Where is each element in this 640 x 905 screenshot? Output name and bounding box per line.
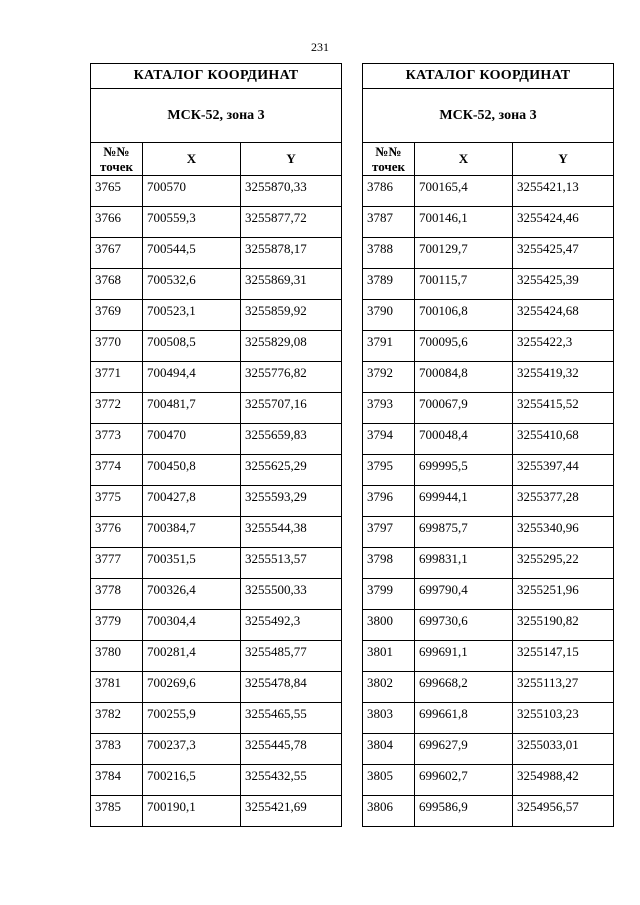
point-number-cell: 3794 [363,424,415,455]
y-coordinate-cell: 3255397,44 [513,455,614,486]
y-coordinate-cell: 3255113,27 [513,672,614,703]
table-row [91,176,342,207]
x-coordinate-cell: 699661,8 [415,703,513,734]
point-number-cell: 3800 [363,610,415,641]
x-coordinate-cell: 699730,6 [415,610,513,641]
table-header-row [363,143,614,176]
x-coordinate-cell: 700084,8 [415,362,513,393]
x-coordinate-cell: 700115,7 [415,269,513,300]
point-number-cell: 3777 [91,548,143,579]
table-row [363,486,614,517]
x-coordinate-cell: 700304,4 [143,610,241,641]
x-coordinate-cell: 700494,4 [143,362,241,393]
point-number-cell: 3773 [91,424,143,455]
y-coordinate-cell: 3255776,82 [241,362,342,393]
y-coordinate-cell: 3255295,22 [513,548,614,579]
y-coordinate-cell: 3255425,39 [513,269,614,300]
table-row [91,517,342,548]
point-number-cell: 3791 [363,331,415,362]
table-row [363,424,614,455]
table-row [91,424,342,455]
y-coordinate-cell: 3255432,55 [241,765,342,796]
point-number-cell: 3779 [91,610,143,641]
header-x: X [415,143,513,176]
x-coordinate-cell: 700427,8 [143,486,241,517]
y-coordinate-cell: 3255103,23 [513,703,614,734]
table-row [363,579,614,610]
x-coordinate-cell: 700269,6 [143,672,241,703]
table-row [363,393,614,424]
y-coordinate-cell: 3255870,33 [241,176,342,207]
x-coordinate-cell: 700508,5 [143,331,241,362]
table-row [91,703,342,734]
coordinate-catalog-table-right [362,63,614,827]
point-number-cell: 3803 [363,703,415,734]
x-coordinate-cell: 700326,4 [143,579,241,610]
y-coordinate-cell: 3255190,82 [513,610,614,641]
point-number-cell: 3790 [363,300,415,331]
table-title-row [363,64,614,89]
point-number-cell: 3805 [363,765,415,796]
point-number-cell: 3770 [91,331,143,362]
point-number-cell: 3787 [363,207,415,238]
table-subtitle-row [363,89,614,143]
point-number-cell: 3804 [363,734,415,765]
x-coordinate-cell: 700470 [143,424,241,455]
table-row [91,393,342,424]
x-coordinate-cell: 699944,1 [415,486,513,517]
table-subtitle-row [91,89,342,143]
y-coordinate-cell: 3255544,38 [241,517,342,548]
y-coordinate-cell: 3255485,77 [241,641,342,672]
point-number-cell: 3799 [363,579,415,610]
x-coordinate-cell: 700384,7 [143,517,241,548]
y-coordinate-cell: 3255419,32 [513,362,614,393]
y-coordinate-cell: 3255707,16 [241,393,342,424]
table-row [363,517,614,548]
y-coordinate-cell: 3255147,15 [513,641,614,672]
x-coordinate-cell: 699691,1 [415,641,513,672]
x-coordinate-cell: 700190,1 [143,796,241,827]
page-number: 231 [311,40,329,54]
table-row [91,455,342,486]
y-coordinate-cell: 3255465,55 [241,703,342,734]
point-number-cell: 3806 [363,796,415,827]
y-coordinate-cell: 3255659,83 [241,424,342,455]
point-number-cell: 3772 [91,393,143,424]
header-point-number: №№ точек [91,143,143,176]
table-header-row [91,143,342,176]
point-number-cell: 3797 [363,517,415,548]
y-coordinate-cell: 3255424,46 [513,207,614,238]
point-number-cell: 3765 [91,176,143,207]
x-coordinate-cell: 700481,7 [143,393,241,424]
table-row [91,641,342,672]
y-coordinate-cell: 3255500,33 [241,579,342,610]
table-row [363,455,614,486]
table-row [363,269,614,300]
table-title-row [91,64,342,89]
table-body [91,176,342,827]
table-row [91,269,342,300]
point-number-cell: 3781 [91,672,143,703]
y-coordinate-cell: 3255415,52 [513,393,614,424]
table-row [91,300,342,331]
point-number-cell: 3802 [363,672,415,703]
table-row [363,548,614,579]
y-coordinate-cell: 3255424,68 [513,300,614,331]
coordinate-catalog-table-left [90,63,342,827]
point-number-cell: 3782 [91,703,143,734]
table-subtitle: МСК-52, зона 3 [91,89,342,143]
point-number-cell: 3793 [363,393,415,424]
table-row [91,486,342,517]
point-number-cell: 3778 [91,579,143,610]
table-row [91,765,342,796]
table-row [91,796,342,827]
point-number-cell: 3798 [363,548,415,579]
y-coordinate-cell: 3255033,01 [513,734,614,765]
table-row [91,207,342,238]
y-coordinate-cell: 3255421,69 [241,796,342,827]
point-number-cell: 3775 [91,486,143,517]
x-coordinate-cell: 699790,4 [415,579,513,610]
x-coordinate-cell: 699995,5 [415,455,513,486]
table-title: КАТАЛОГ КООРДИНАТ [363,64,614,89]
y-coordinate-cell: 3255410,68 [513,424,614,455]
y-coordinate-cell: 3255878,17 [241,238,342,269]
y-coordinate-cell: 3255829,08 [241,331,342,362]
table-row [363,734,614,765]
x-coordinate-cell: 700450,8 [143,455,241,486]
header-y: Y [241,143,342,176]
x-coordinate-cell: 700106,8 [415,300,513,331]
table-row [91,579,342,610]
table-row [363,610,614,641]
point-number-cell: 3789 [363,269,415,300]
y-coordinate-cell: 3254956,57 [513,796,614,827]
y-coordinate-cell: 3255478,84 [241,672,342,703]
table-row [91,331,342,362]
table-title: КАТАЛОГ КООРДИНАТ [91,64,342,89]
point-number-cell: 3771 [91,362,143,393]
point-number-cell: 3780 [91,641,143,672]
header-point-number: №№ точек [363,143,415,176]
x-coordinate-cell: 700146,1 [415,207,513,238]
point-number-cell: 3766 [91,207,143,238]
x-coordinate-cell: 699586,9 [415,796,513,827]
x-coordinate-cell: 700165,4 [415,176,513,207]
y-coordinate-cell: 3254988,42 [513,765,614,796]
table-row [363,362,614,393]
point-number-cell: 3783 [91,734,143,765]
table-row [91,610,342,641]
x-coordinate-cell: 700523,1 [143,300,241,331]
y-coordinate-cell: 3255422,3 [513,331,614,362]
y-coordinate-cell: 3255251,96 [513,579,614,610]
y-coordinate-cell: 3255340,96 [513,517,614,548]
point-number-cell: 3774 [91,455,143,486]
x-coordinate-cell: 700095,6 [415,331,513,362]
table-row [363,641,614,672]
x-coordinate-cell: 700532,6 [143,269,241,300]
table-row [363,765,614,796]
table-row [363,672,614,703]
table-row [91,672,342,703]
y-coordinate-cell: 3255421,13 [513,176,614,207]
table-row [91,238,342,269]
y-coordinate-cell: 3255425,47 [513,238,614,269]
x-coordinate-cell: 699831,1 [415,548,513,579]
table-row [363,300,614,331]
table-row [363,703,614,734]
point-number-cell: 3786 [363,176,415,207]
table-row [363,207,614,238]
point-number-cell: 3795 [363,455,415,486]
table-subtitle: МСК-52, зона 3 [363,89,614,143]
x-coordinate-cell: 700129,7 [415,238,513,269]
y-coordinate-cell: 3255625,29 [241,455,342,486]
x-coordinate-cell: 700351,5 [143,548,241,579]
x-coordinate-cell: 700559,3 [143,207,241,238]
y-coordinate-cell: 3255445,78 [241,734,342,765]
table-row [363,331,614,362]
table-body [363,176,614,827]
table-row [363,238,614,269]
point-number-cell: 3785 [91,796,143,827]
y-coordinate-cell: 3255593,29 [241,486,342,517]
table-row [91,362,342,393]
x-coordinate-cell: 699875,7 [415,517,513,548]
point-number-cell: 3776 [91,517,143,548]
table-row [91,548,342,579]
x-coordinate-cell: 699627,9 [415,734,513,765]
y-coordinate-cell: 3255513,57 [241,548,342,579]
table-row [363,796,614,827]
x-coordinate-cell: 700255,9 [143,703,241,734]
point-number-cell: 3792 [363,362,415,393]
x-coordinate-cell: 700281,4 [143,641,241,672]
y-coordinate-cell: 3255869,31 [241,269,342,300]
x-coordinate-cell: 700237,3 [143,734,241,765]
x-coordinate-cell: 700067,9 [415,393,513,424]
point-number-cell: 3788 [363,238,415,269]
x-coordinate-cell: 700544,5 [143,238,241,269]
table-row [91,734,342,765]
point-number-cell: 3796 [363,486,415,517]
x-coordinate-cell: 700570 [143,176,241,207]
y-coordinate-cell: 3255492,3 [241,610,342,641]
y-coordinate-cell: 3255877,72 [241,207,342,238]
point-number-cell: 3784 [91,765,143,796]
point-number-cell: 3768 [91,269,143,300]
point-number-cell: 3767 [91,238,143,269]
header-x: X [143,143,241,176]
y-coordinate-cell: 3255377,28 [513,486,614,517]
x-coordinate-cell: 700216,5 [143,765,241,796]
y-coordinate-cell: 3255859,92 [241,300,342,331]
x-coordinate-cell: 699602,7 [415,765,513,796]
header-y: Y [513,143,614,176]
x-coordinate-cell: 699668,2 [415,672,513,703]
x-coordinate-cell: 700048,4 [415,424,513,455]
table-row [363,176,614,207]
point-number-cell: 3801 [363,641,415,672]
point-number-cell: 3769 [91,300,143,331]
